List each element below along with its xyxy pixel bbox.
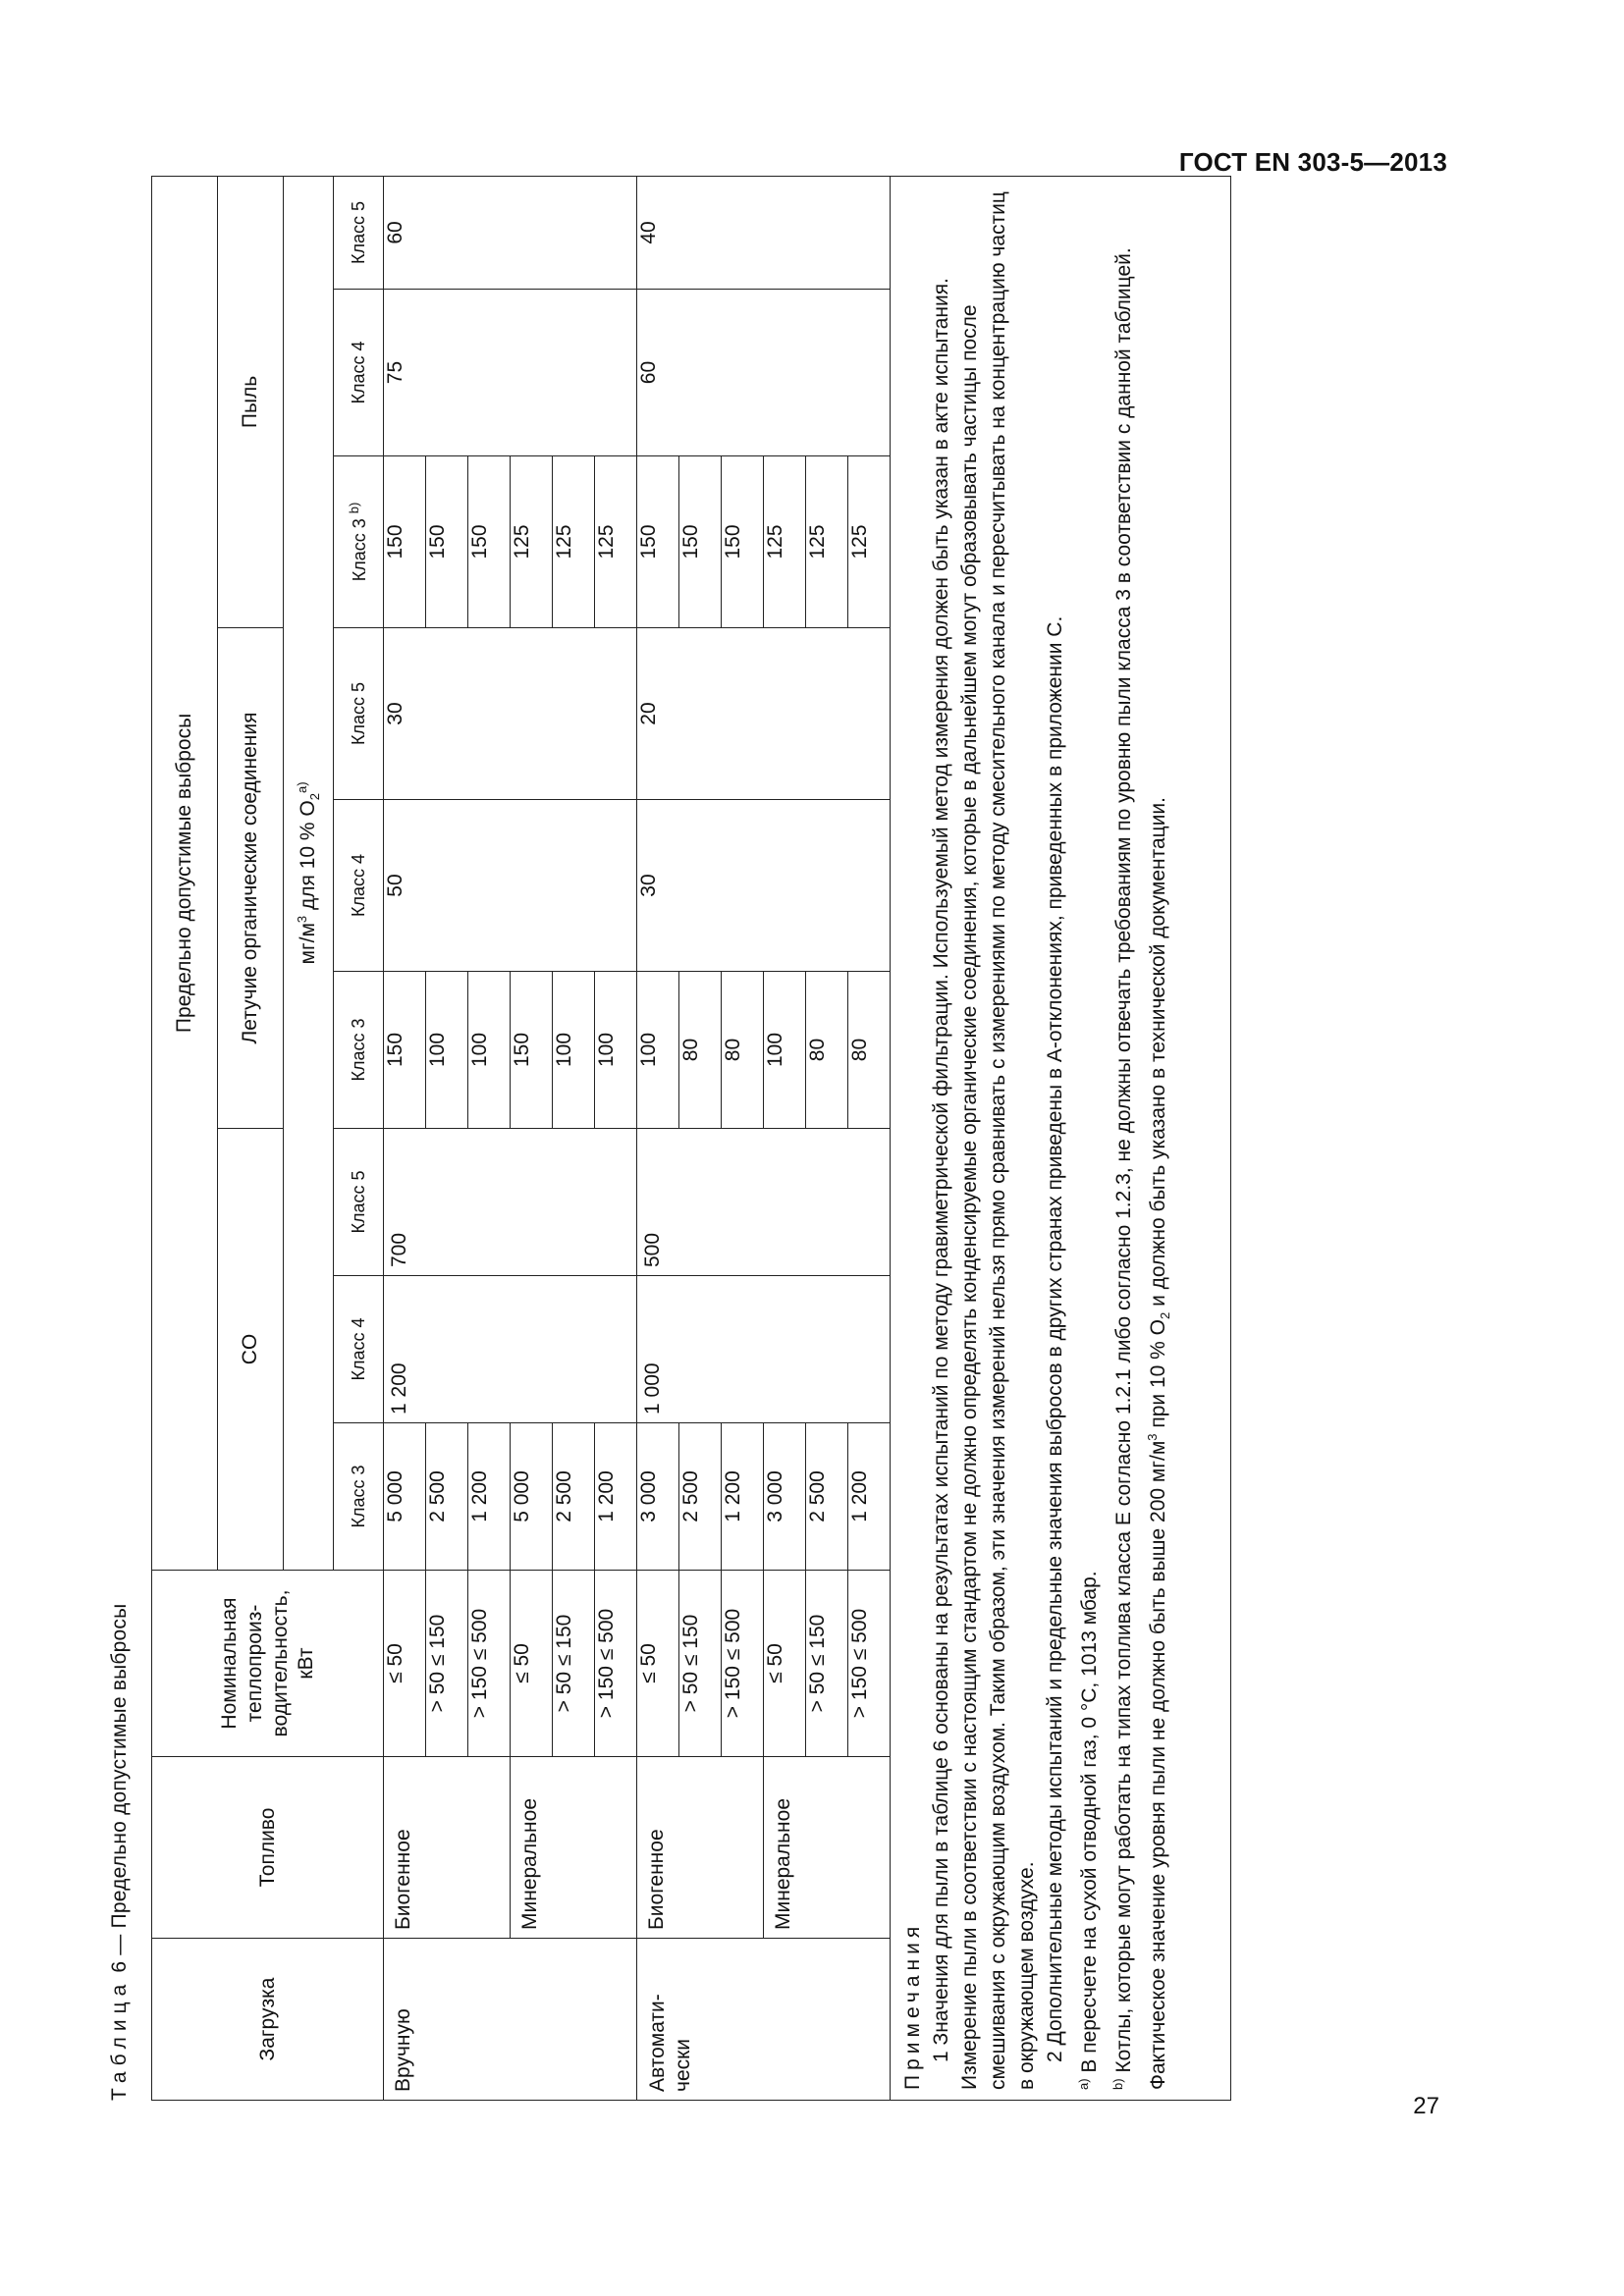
page-number: 27 (1413, 2093, 1439, 2119)
footnote-b-text-1: Котлы, которые могут работать на типах топлива класса Е согласно 1.2.1 либо согласно 1.2.3, не должны отвечать требованиям по уровню пыли класса 3 в соответствии с данной таблицей. Фактическое значение уровня пыли не должно быть выше 200 мг/м (1112, 247, 1169, 2090)
fuel-header: Топливо (152, 1757, 384, 1939)
dust-class4: Класс 4 (334, 290, 384, 456)
co4-cell: 1 200 (384, 1276, 637, 1423)
dust5-cell: 40 (637, 176, 891, 289)
footnote-b-mark: b) (1110, 2078, 1125, 2090)
fuel-cell: Минеральное (511, 1757, 637, 1939)
voc4-cell: 30 (637, 800, 891, 972)
dust3-cell: 125 (806, 456, 848, 628)
footnote-b (1104, 187, 1179, 2090)
note-1: 1 Значения для пыли в таблице 6 основаны на результатах испытаний по методу гравиметрической фильтрации. Используемый метод измерения должен быть указан в акте испытания. Измерение пыли в соответствии с настоящим стандартом не должно определять конденсируемые органические соединения, которые в дальнейшем могут образовывать частицы после смешивания с окружающим воздухом. Таким образом, эти значения измерений нельзя прямо сравнивать с измерениями по методу смесительного канала и пересчитывать на концентрацию частиц в окружающем воздухе. (930, 191, 1038, 2090)
rotated-table-region (108, 177, 1316, 2101)
co3-cell: 2 500 (806, 1423, 848, 1571)
voc3-cell: 80 (806, 972, 848, 1129)
co-class3: Класс 3 (334, 1423, 384, 1571)
power-cell: > 150 ≤ 500 (468, 1571, 511, 1757)
power-header: Номинальная теплопроиз-водительность, кВт (152, 1571, 384, 1757)
footnote-b-text-3: и должно быть указано в технической документации. (1147, 797, 1169, 1312)
voc4-cell: 50 (384, 800, 637, 972)
co-class4: Класс 4 (334, 1276, 384, 1423)
dust-class3-label: Класс 3 (350, 518, 369, 582)
co3-cell: 5 000 (511, 1423, 553, 1571)
dust3-cell: 125 (764, 456, 806, 628)
voc3-cell: 100 (426, 972, 468, 1129)
co-header: CO (218, 1129, 284, 1571)
loading-cell: Автомати-чески (637, 1939, 891, 2101)
power-cell: > 50 ≤ 150 (426, 1571, 468, 1757)
voc3-cell: 100 (468, 972, 511, 1129)
power-cell: ≤ 50 (637, 1571, 679, 1757)
unit-mid: для 10 % O (296, 800, 319, 916)
co3-cell: 1 200 (595, 1423, 637, 1571)
dust3-cell: 125 (595, 456, 637, 628)
notes-title: Примечания (901, 1921, 924, 2090)
power-cell: > 50 ≤ 150 (679, 1571, 722, 1757)
co3-cell: 3 000 (637, 1423, 679, 1571)
power-cell: > 150 ≤ 500 (722, 1571, 764, 1757)
co-class5: Класс 5 (334, 1129, 384, 1276)
co3-cell: 2 500 (679, 1423, 722, 1571)
co3-cell: 2 500 (426, 1423, 468, 1571)
footnote-a-mark: a) (1076, 2078, 1091, 2090)
footnote-b-text-2: при 10 % O (1147, 1318, 1169, 1434)
fuel-cell: Биогенное (637, 1757, 764, 1939)
loading-cell: Вручную (384, 1939, 637, 2101)
unit-pre: мг/м (296, 923, 319, 965)
co4-cell: 1 000 (637, 1276, 891, 1423)
emissions-table (151, 176, 1231, 2101)
dust3-cell: 150 (637, 456, 679, 628)
dust3-cell: 125 (553, 456, 595, 628)
caption-text: 6 — Предельно допустимые выбросы (108, 1603, 131, 1973)
dust5-cell: 60 (384, 176, 637, 289)
limits-header: Предельно допустимые выбросы (152, 176, 218, 1570)
dust4-cell: 75 (384, 290, 637, 456)
voc-header: Летучие органические соединения (218, 628, 284, 1129)
table-caption (108, 1604, 132, 2101)
co5-cell: 700 (384, 1129, 637, 1276)
voc3-cell: 150 (511, 972, 553, 1129)
co3-cell: 1 200 (722, 1423, 764, 1571)
power-cell: ≤ 50 (764, 1571, 806, 1757)
voc3-cell: 150 (384, 972, 426, 1129)
dust3-cell: 125 (511, 456, 553, 628)
co3-cell: 1 200 (468, 1423, 511, 1571)
dust-class5: Класс 5 (334, 176, 384, 289)
voc-class3: Класс 3 (334, 972, 384, 1129)
dust-class3 (334, 456, 384, 628)
voc3-cell: 80 (848, 972, 891, 1129)
voc3-cell: 100 (595, 972, 637, 1129)
voc3-cell: 80 (679, 972, 722, 1129)
document-header: ГОСТ EN 303-5—2013 (1178, 147, 1447, 177)
table-notes (891, 176, 1231, 2100)
voc5-cell: 20 (637, 628, 891, 800)
power-cell: ≤ 50 (511, 1571, 553, 1757)
loading-header: Загрузка (152, 1939, 384, 2101)
dust-header: Пыль (218, 176, 284, 627)
co3-cell: 5 000 (384, 1423, 426, 1571)
voc3-cell: 80 (722, 972, 764, 1129)
table-row (637, 176, 679, 2100)
co3-cell: 3 000 (764, 1423, 806, 1571)
dust3-cell: 150 (426, 456, 468, 628)
unit-sup2: a) (294, 781, 309, 794)
caption-prefix: Таблица (108, 1978, 131, 2101)
dust4-cell: 60 (637, 290, 891, 456)
power-cell: > 50 ≤ 150 (806, 1571, 848, 1757)
unit-sup: 3 (294, 915, 309, 924)
voc3-cell: 100 (553, 972, 595, 1129)
power-cell: > 50 ≤ 150 (553, 1571, 595, 1757)
dust3-cell: 150 (468, 456, 511, 628)
voc5-cell: 30 (384, 628, 637, 800)
footnote-a-text: В пересчете на сухой отводной газ, 0 °С, 1013 мбар. (1078, 1571, 1101, 2079)
fuel-cell: Биогенное (384, 1757, 511, 1939)
footnote-b-sub: 2 (1158, 1311, 1173, 1319)
dust-class3-sup: b) (347, 502, 361, 514)
power-cell: > 150 ≤ 500 (848, 1571, 891, 1757)
footnote-b-sup: 3 (1145, 1433, 1160, 1441)
co3-cell: 1 200 (848, 1423, 891, 1571)
voc3-cell: 100 (764, 972, 806, 1129)
dust3-cell: 150 (384, 456, 426, 628)
unit-sub: 2 (307, 793, 323, 801)
unit-row (284, 176, 334, 1570)
voc-class4: Класс 4 (334, 800, 384, 972)
dust3-cell: 125 (848, 456, 891, 628)
co3-cell: 2 500 (553, 1423, 595, 1571)
fuel-cell: Минеральное (764, 1757, 891, 1939)
voc-class5: Класс 5 (334, 628, 384, 800)
dust3-cell: 150 (679, 456, 722, 628)
dust3-cell: 150 (722, 456, 764, 628)
co5-cell: 500 (637, 1129, 891, 1276)
note-2: 2 Дополнительные методы испытаний и предельные значения выбросов в других странах приведены в А-отклонениях, приведенных в приложении С. (1044, 615, 1066, 2062)
table-row (384, 176, 426, 2100)
footnote-a (1069, 187, 1104, 2090)
power-cell: > 150 ≤ 500 (595, 1571, 637, 1757)
power-cell: ≤ 50 (384, 1571, 426, 1757)
voc3-cell: 100 (637, 972, 679, 1129)
